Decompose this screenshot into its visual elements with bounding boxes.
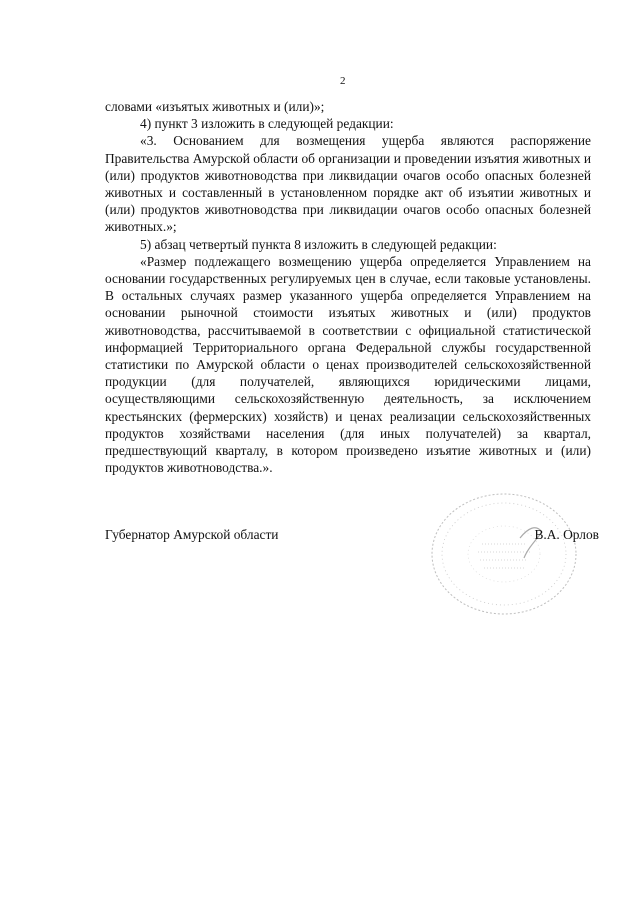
page-number: 2 [340, 75, 346, 87]
paragraph-2: 4) пункт 3 изложить в следующей редакции: [140, 116, 394, 132]
signer-title: Губернатор Амурской области [105, 527, 279, 542]
signer-name: В.А. Орлов [534, 527, 599, 542]
paragraph-4: 5) абзац четвертый пункта 8 изложить в следующей редакции: [140, 236, 497, 252]
official-seal-icon [424, 488, 584, 618]
paragraph-5: «Размер подлежащего возмещению ущерба определяется Управлением на основании государственных регулируемых цен в случае, если таковые установлены. В остальных случаях размер указанного ущерба определяется Управлением на основании рыночной стоимости изъятых животных и (или) продуктов животноводства, рассчитываемой в соответствии с официальной статистической информацией Территориального органа Федеральной службы государственной статистики по Амурской области о ценах производителей сельскохозяйственной продукции (для получателей, являющихся юридическими лицами, осуществляющими сельскохозяйственную деятельность, за исключением крестьянских (фермерских) хозяйств) и ценах реализации сельскохозяйственных продуктов хозяйствами населения (для иных получателей) за квартал, предшествующий кварталу, в котором произведено изъятие животных и (или) продуктов животноводства.». [105, 253, 591, 476]
paragraph-1: словами «изъятых животных и (или)»; [105, 99, 325, 114]
paragraph-3: «3. Основанием для возмещения ущерба являются распоряжение Правительства Амурской области об организации и проведении изъятия животных и (или) продуктов животноводства при ликвидации очагов особо опасных болезней животных и составленный в установленном порядке акт об изъятии животных и (или) продуктов животноводства при ликвидации очагов особо опасных болезней животных.»; [105, 133, 591, 235]
document-body [105, 98, 591, 476]
